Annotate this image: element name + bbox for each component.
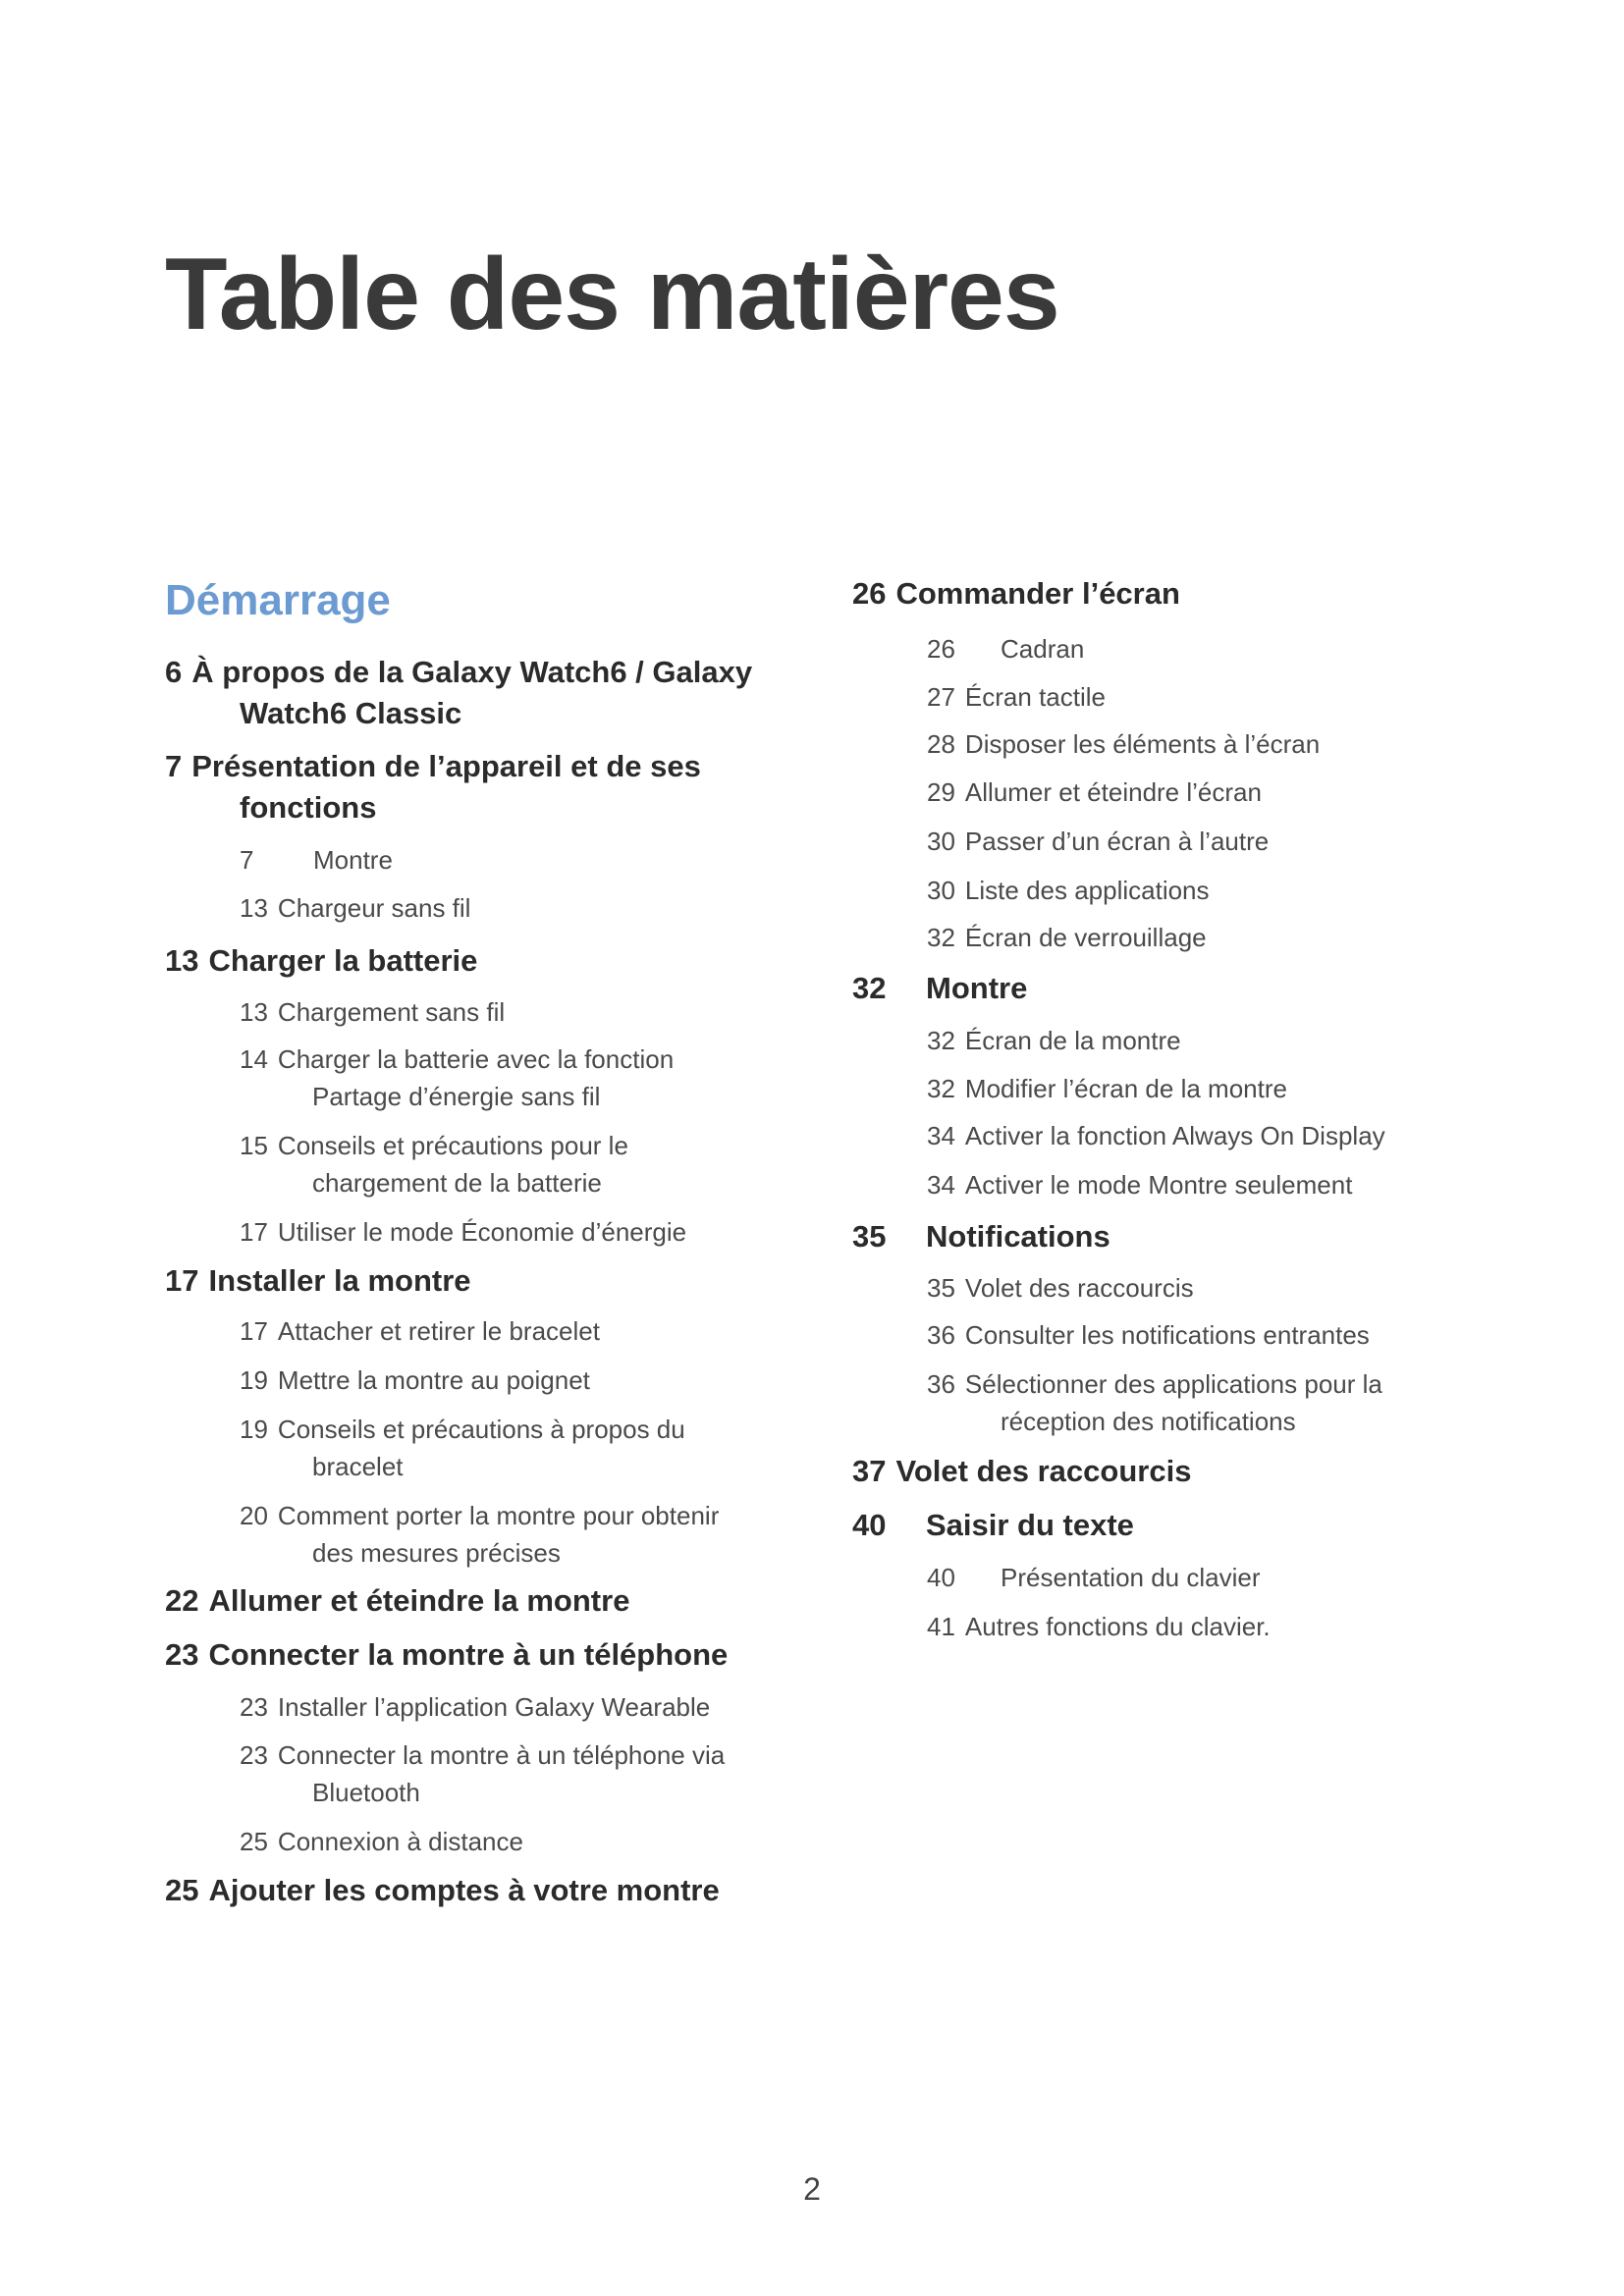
toc-subentry[interactable]	[240, 841, 393, 879]
toc-entry-continuation: réception des notifications	[1001, 1407, 1296, 1436]
toc-page-number: 36	[927, 1369, 955, 1399]
toc-page-number: 41	[927, 1612, 955, 1641]
toc-subentry[interactable]	[240, 1736, 725, 1811]
toc-subentry[interactable]	[240, 1411, 685, 1485]
toc-entry-text: Disposer les éléments à l’écran	[964, 729, 1321, 759]
toc-page-number: 28	[927, 729, 955, 759]
toc-page-number: 29	[927, 777, 955, 807]
toc-page-number: 7	[240, 845, 254, 875]
toc-subentry[interactable]	[927, 1022, 1181, 1059]
toc-page-number: 30	[927, 876, 955, 905]
toc-page-number: 26	[852, 576, 887, 611]
toc-subentry[interactable]	[927, 1559, 1260, 1596]
toc-page-number: 32	[927, 1026, 955, 1055]
toc-subentry[interactable]	[240, 1497, 719, 1572]
toc-entry[interactable]	[165, 1634, 728, 1676]
toc-entry-text: Activer la fonction Always On Display	[964, 1121, 1385, 1150]
toc-entry[interactable]	[165, 940, 477, 982]
toc-subentry[interactable]	[240, 1041, 674, 1115]
toc-entry[interactable]	[165, 652, 752, 734]
toc-entry-text: Saisir du texte	[926, 1508, 1134, 1542]
toc-page-number: 17	[240, 1217, 268, 1247]
toc-subentry[interactable]	[927, 774, 1262, 811]
toc-entry-text: Mettre la montre au poignet	[277, 1365, 590, 1395]
toc-entry-text: Connecter la montre à un téléphone via	[277, 1740, 726, 1770]
toc-entry-text: Modifier l’écran de la montre	[964, 1074, 1287, 1103]
toc-subentry[interactable]	[927, 1117, 1385, 1154]
toc-entry-text: Présentation de l’appareil et de ses	[191, 749, 701, 783]
toc-subentry[interactable]	[927, 1070, 1287, 1107]
toc-subentry[interactable]	[927, 725, 1320, 763]
toc-page-number: 34	[927, 1121, 955, 1150]
toc-page-number: 25	[240, 1827, 268, 1856]
toc-entry-text: Ajouter les comptes à votre montre	[208, 1873, 720, 1907]
toc-entry-text: Chargeur sans fil	[277, 893, 471, 923]
toc-page-number: 13	[240, 893, 268, 923]
toc-page-number: 22	[165, 1583, 199, 1618]
toc-entry-text: Charger la batterie avec la fonction	[277, 1044, 675, 1074]
toc-page-number: 23	[240, 1740, 268, 1770]
toc-entry-text: Chargement sans fil	[277, 997, 506, 1027]
toc-subentry[interactable]	[927, 1316, 1370, 1354]
toc-page-number: 13	[165, 943, 199, 978]
toc-page-number: 17	[240, 1316, 268, 1346]
toc-entry[interactable]	[852, 1451, 1191, 1492]
toc-subentry[interactable]	[240, 1823, 523, 1860]
toc-page-number: 20	[240, 1501, 268, 1530]
toc-entry[interactable]	[852, 573, 1180, 614]
toc-page-number: 15	[240, 1131, 268, 1160]
toc-entry-text: Installer la montre	[208, 1263, 471, 1298]
toc-page-number: 30	[927, 827, 955, 856]
toc-entry-text: Notifications	[926, 1219, 1110, 1254]
toc-subentry[interactable]	[240, 1127, 628, 1201]
toc-subentry[interactable]	[927, 823, 1269, 860]
toc-page-number: 36	[927, 1320, 955, 1350]
toc-entry-text: Volet des raccourcis	[964, 1273, 1194, 1303]
toc-entry-text: Utiliser le mode Économie d’énergie	[277, 1217, 687, 1247]
toc-subentry[interactable]	[240, 1362, 590, 1399]
page-title: Table des matières	[165, 238, 1059, 351]
toc-entry-text: Montre	[313, 845, 393, 875]
toc-entry-continuation: bracelet	[312, 1452, 404, 1481]
toc-page-number: 27	[927, 682, 955, 712]
toc-page-number: 17	[165, 1263, 199, 1298]
toc-entry[interactable]	[165, 746, 701, 828]
toc-entry-text: Montre	[926, 971, 1028, 1005]
toc-entry[interactable]	[165, 1260, 471, 1302]
toc-subentry[interactable]	[927, 630, 1084, 667]
toc-page-number: 37	[852, 1454, 887, 1488]
toc-page-number: 35	[927, 1273, 955, 1303]
toc-subentry[interactable]	[927, 1269, 1194, 1307]
toc-entry-text: Connexion à distance	[277, 1827, 523, 1856]
toc-entry[interactable]	[165, 1580, 629, 1622]
toc-page-number: 7	[165, 749, 183, 783]
toc-entry-text: Conseils et précautions à propos du	[277, 1415, 685, 1444]
toc-subentry[interactable]	[240, 889, 470, 927]
toc-page-number: 40	[852, 1508, 887, 1542]
toc-page-number: 32	[852, 971, 887, 1005]
toc-subentry[interactable]	[240, 1213, 686, 1251]
toc-subentry[interactable]	[927, 919, 1207, 956]
toc-entry[interactable]	[852, 1216, 1110, 1257]
toc-page-number: 23	[240, 1692, 268, 1722]
toc-entry-text: Comment porter la montre pour obtenir	[277, 1501, 720, 1530]
toc-entry-text: Volet des raccourcis	[895, 1454, 1192, 1488]
toc-entry-text: Allumer et éteindre l’écran	[964, 777, 1262, 807]
toc-entry-text: Conseils et précautions pour le	[277, 1131, 628, 1160]
toc-page-number: 13	[240, 997, 268, 1027]
toc-subentry[interactable]	[927, 1166, 1352, 1203]
toc-entry-text: À propos de la Galaxy Watch6 / Galaxy	[191, 655, 753, 689]
toc-entry-text: Liste des applications	[964, 876, 1210, 905]
toc-entry-text: Connecter la montre à un téléphone	[208, 1637, 729, 1672]
toc-page-number: 6	[165, 655, 183, 689]
toc-entry-text: Présentation du clavier	[1001, 1563, 1261, 1592]
toc-entry[interactable]	[165, 1870, 720, 1911]
toc-entry-continuation: Partage d’énergie sans fil	[312, 1082, 601, 1111]
toc-entry-continuation: fonctions	[240, 790, 377, 825]
toc-entry-text: Commander l’écran	[895, 576, 1180, 611]
toc-page-number: 25	[165, 1873, 199, 1907]
toc-entry-continuation: Bluetooth	[312, 1778, 420, 1807]
toc-entry-continuation: Watch6 Classic	[240, 696, 462, 730]
toc-page-number: 26	[927, 634, 955, 664]
toc-entry-text: Activer le mode Montre seulement	[964, 1170, 1353, 1200]
toc-entry-text: Charger la batterie	[208, 943, 478, 978]
toc-entry-text: Écran de la montre	[964, 1026, 1181, 1055]
page-number: 2	[803, 2171, 821, 2207]
toc-entry-text: Autres fonctions du clavier.	[964, 1612, 1271, 1641]
toc-page-number: 34	[927, 1170, 955, 1200]
toc-subentry[interactable]	[240, 993, 505, 1031]
toc-entry-text: Sélectionner des applications pour la	[964, 1369, 1382, 1399]
toc-page-number: 35	[852, 1219, 887, 1254]
toc-entry-text: Cadran	[1001, 634, 1085, 664]
toc-subentry[interactable]	[927, 678, 1106, 716]
toc-page-number: 32	[927, 1074, 955, 1103]
toc-entry-text: Passer d’un écran à l’autre	[964, 827, 1270, 856]
toc-entry-text: Installer l’application Galaxy Wearable	[277, 1692, 711, 1722]
toc-entry-continuation: chargement de la batterie	[312, 1168, 602, 1198]
toc-subentry[interactable]	[927, 1365, 1382, 1440]
toc-entry-text: Écran de verrouillage	[964, 923, 1207, 952]
toc-entry-continuation: des mesures précises	[312, 1538, 561, 1568]
toc-subentry[interactable]	[240, 1312, 600, 1350]
toc-entry[interactable]	[852, 968, 1027, 1009]
toc-subentry[interactable]	[927, 872, 1210, 909]
toc-page-number: 19	[240, 1365, 268, 1395]
toc-entry-text: Allumer et éteindre la montre	[208, 1583, 630, 1618]
toc-entry-text: Écran tactile	[964, 682, 1106, 712]
toc-entry-text: Attacher et retirer le bracelet	[277, 1316, 600, 1346]
section-title: Démarrage	[165, 576, 391, 624]
toc-page-number: 40	[927, 1563, 955, 1592]
toc-page-number: 23	[165, 1637, 199, 1672]
toc-page-number: 14	[240, 1044, 268, 1074]
toc-subentry[interactable]	[927, 1608, 1271, 1645]
toc-page-number: 19	[240, 1415, 268, 1444]
toc-page-number: 32	[927, 923, 955, 952]
toc-subentry[interactable]	[240, 1688, 710, 1726]
toc-entry-text: Consulter les notifications entrantes	[964, 1320, 1370, 1350]
toc-entry[interactable]	[852, 1505, 1134, 1546]
